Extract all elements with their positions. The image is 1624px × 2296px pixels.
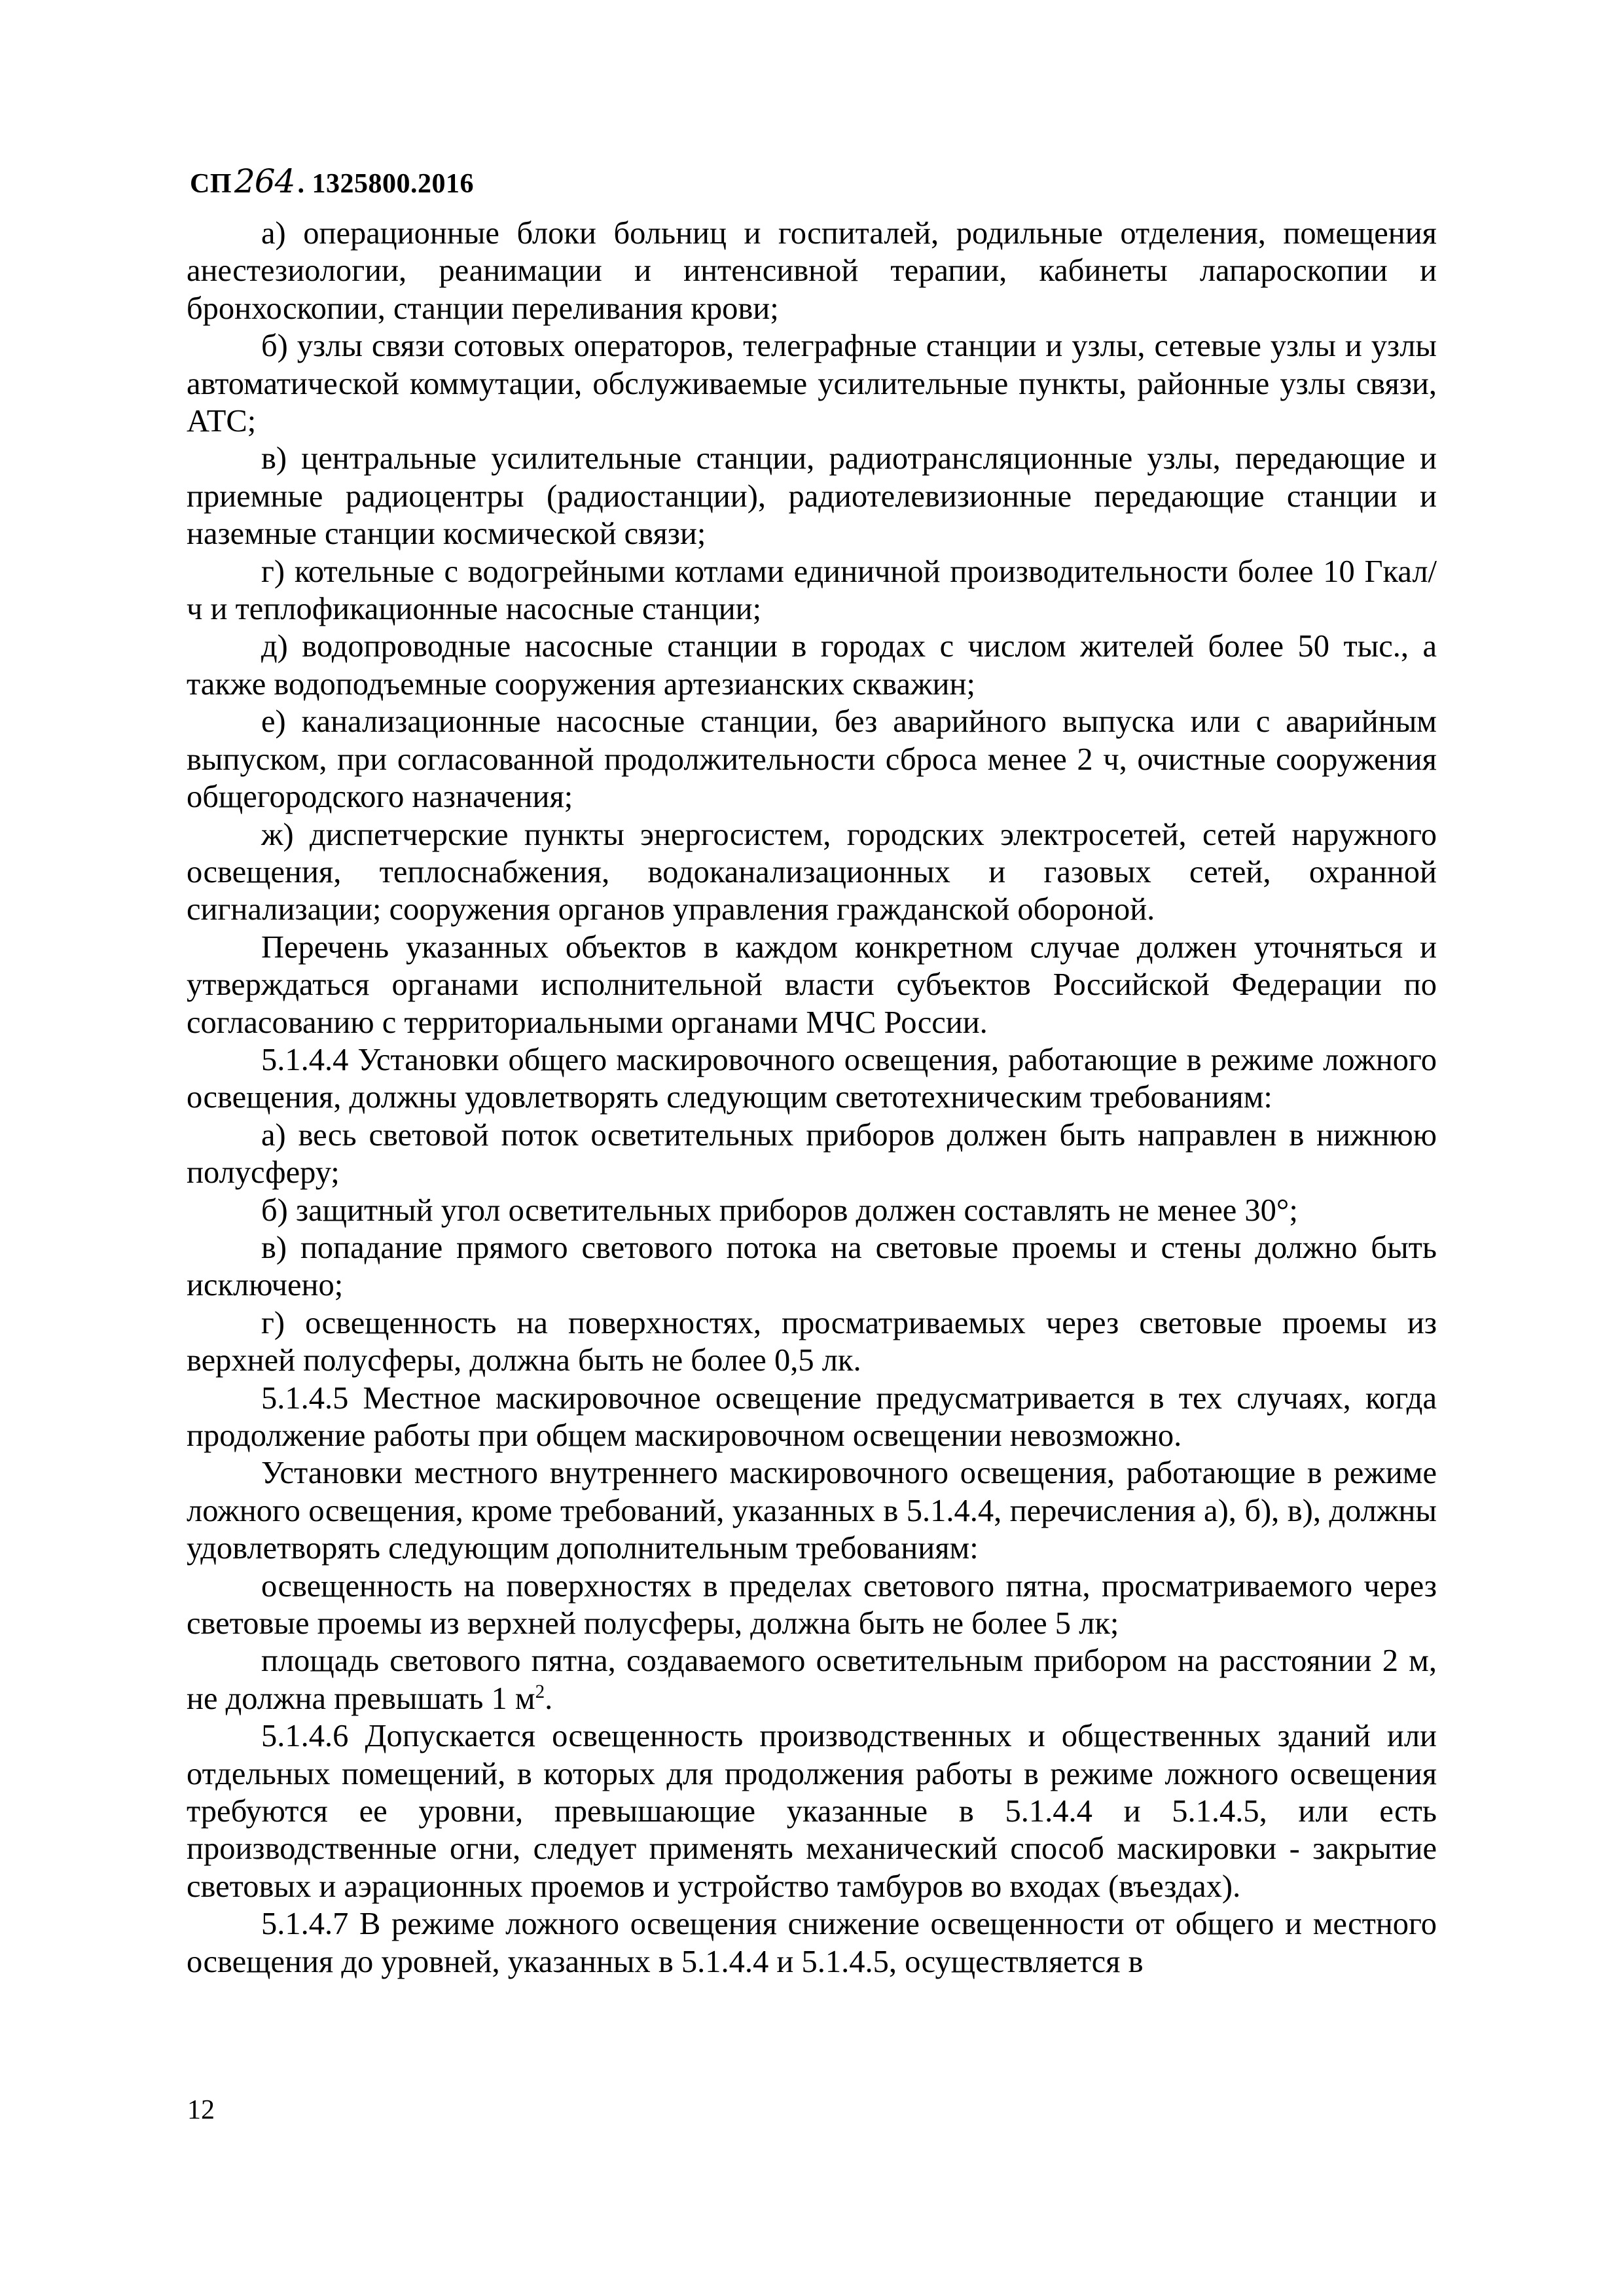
clause-5-1-4-7: 5.1.4.7 В режиме ложного освещения снижение освещенности от общего и местного освещения до уровней, указанных в 5.1.4.4 и 5.1.4.5, осуществляется в — [187, 1907, 1437, 1979]
paragraph-spot-area — [187, 1642, 1437, 1717]
code-suffix: . 1325800.2016 — [297, 169, 474, 199]
paragraph-req-b: б) защитный угол осветительных приборов должен составлять не менее 30°; — [261, 1193, 1298, 1228]
paragraph-item-zh: ж) диспетчерские пункты энергосистем, городских электросетей, сетей наружного освещения, теплоснабжения, водоканализационных и газовых сетей, охранной сигнализации; сооружения органов управления гражданской обороной. — [187, 817, 1437, 927]
paragraph-illuminance-spot: освещенность на поверхностях в пределах светового пятна, просматриваемого через световые проемы из верхней полусферы, должна быть не более 5 лк; — [187, 1568, 1437, 1641]
spot-area-text: площадь светового пятна, создаваемого осветительным прибором на расстоянии 2 м, не должна превышать 1 м — [187, 1643, 1437, 1716]
code-prefix: СП — [190, 169, 232, 199]
paragraph-item-a: а) операционные блоки больниц и госпиталей, родильные отделения, помещения анестезиологии, реанимации и интенсивной терапии, кабинеты лапароскопии и бронхоскопии, станции переливания крови; — [187, 216, 1437, 326]
paragraph-req-a: а) весь световой поток осветительных приборов должен быть направлен в нижнюю полусферу; — [187, 1117, 1437, 1191]
paragraph-req-g: г) освещенность на поверхностях, просматриваемых через световые проемы из верхней полусферы, должна быть не более 0,5 лк. — [187, 1305, 1437, 1378]
document-body — [187, 215, 1437, 1981]
clause-5-1-4-5: 5.1.4.5 Местное маскировочное освещение предусматривается в тех случаях, когда продолжение работы при общем маскировочном освещении невозможно. — [187, 1380, 1437, 1453]
superscript-2: 2 — [535, 1681, 545, 1702]
paragraph-objects-list: Перечень указанных объектов в каждом конкретном случае должен уточняться и утверждаться органами исполнительной власти субъектов Российской Федерации по согласованию с территориальными органами МЧС России. — [187, 929, 1437, 1040]
paragraph-item-v: в) центральные усилительные станции, радиотрансляционные узлы, передающие и приемные радиоцентры (радиостанции), радиотелевизионные передающие станции и наземные станции космической связи; — [187, 441, 1437, 552]
handwritten-number: 264 — [234, 162, 295, 200]
page-number: 12 — [187, 2095, 215, 2125]
paragraph-req-v: в) попадание прямого светового потока на световые проемы и стены должно быть исключено; — [187, 1230, 1437, 1303]
paragraph-item-e: е) канализационные насосные станции, без аварийного выпуска или с аварийным выпуском, при согласованной продолжительности сброса менее 2 ч, очистные сооружения общегородского назначения; — [187, 704, 1437, 815]
paragraph-item-g: г) котельные с водогрейными котлами единичной производительности более 10 Гкал/ч и теплофикационные насосные станции; — [187, 554, 1437, 627]
spot-area-end: . — [545, 1681, 553, 1716]
clause-5-1-4-4: 5.1.4.4 Установки общего маскировочного освещения, работающие в режиме ложного освещения, должны удовлетворять следующим светотехническим требованиям: — [187, 1042, 1437, 1115]
document-code-header — [190, 162, 474, 200]
paragraph-item-b: б) узлы связи сотовых операторов, телеграфные станции и узлы, сетевые узлы и узлы автоматической коммутации, обслуживаемые усилительные пункты, районные узлы связи, АТС; — [187, 329, 1437, 439]
paragraph-local-installations: Установки местного внутреннего маскировочного освещения, работающие в режиме ложного освещения, кроме требований, указанных в 5.1.4.4, перечисления а), б), в), должны удовлетворять следующим дополнительным требованиям: — [187, 1456, 1437, 1566]
paragraph-item-d: д) водопроводные насосные станции в городах с числом жителей более 50 тыс., а также водоподъемные сооружения артезианских скважин; — [187, 629, 1437, 702]
clause-5-1-4-6: 5.1.4.6 Допускается освещенность производственных и общественных зданий или отдельных помещений, в которых для продолжения работы в режиме ложного освещения требуются ее уровни, превышающие указанные в 5.1.4.4 и 5.1.4.5, или есть производственные огни, следует применять механический способ маскировки - закрытие световых и аэрационных проемов и устройство тамбуров во входах (въездах). — [187, 1719, 1437, 1904]
